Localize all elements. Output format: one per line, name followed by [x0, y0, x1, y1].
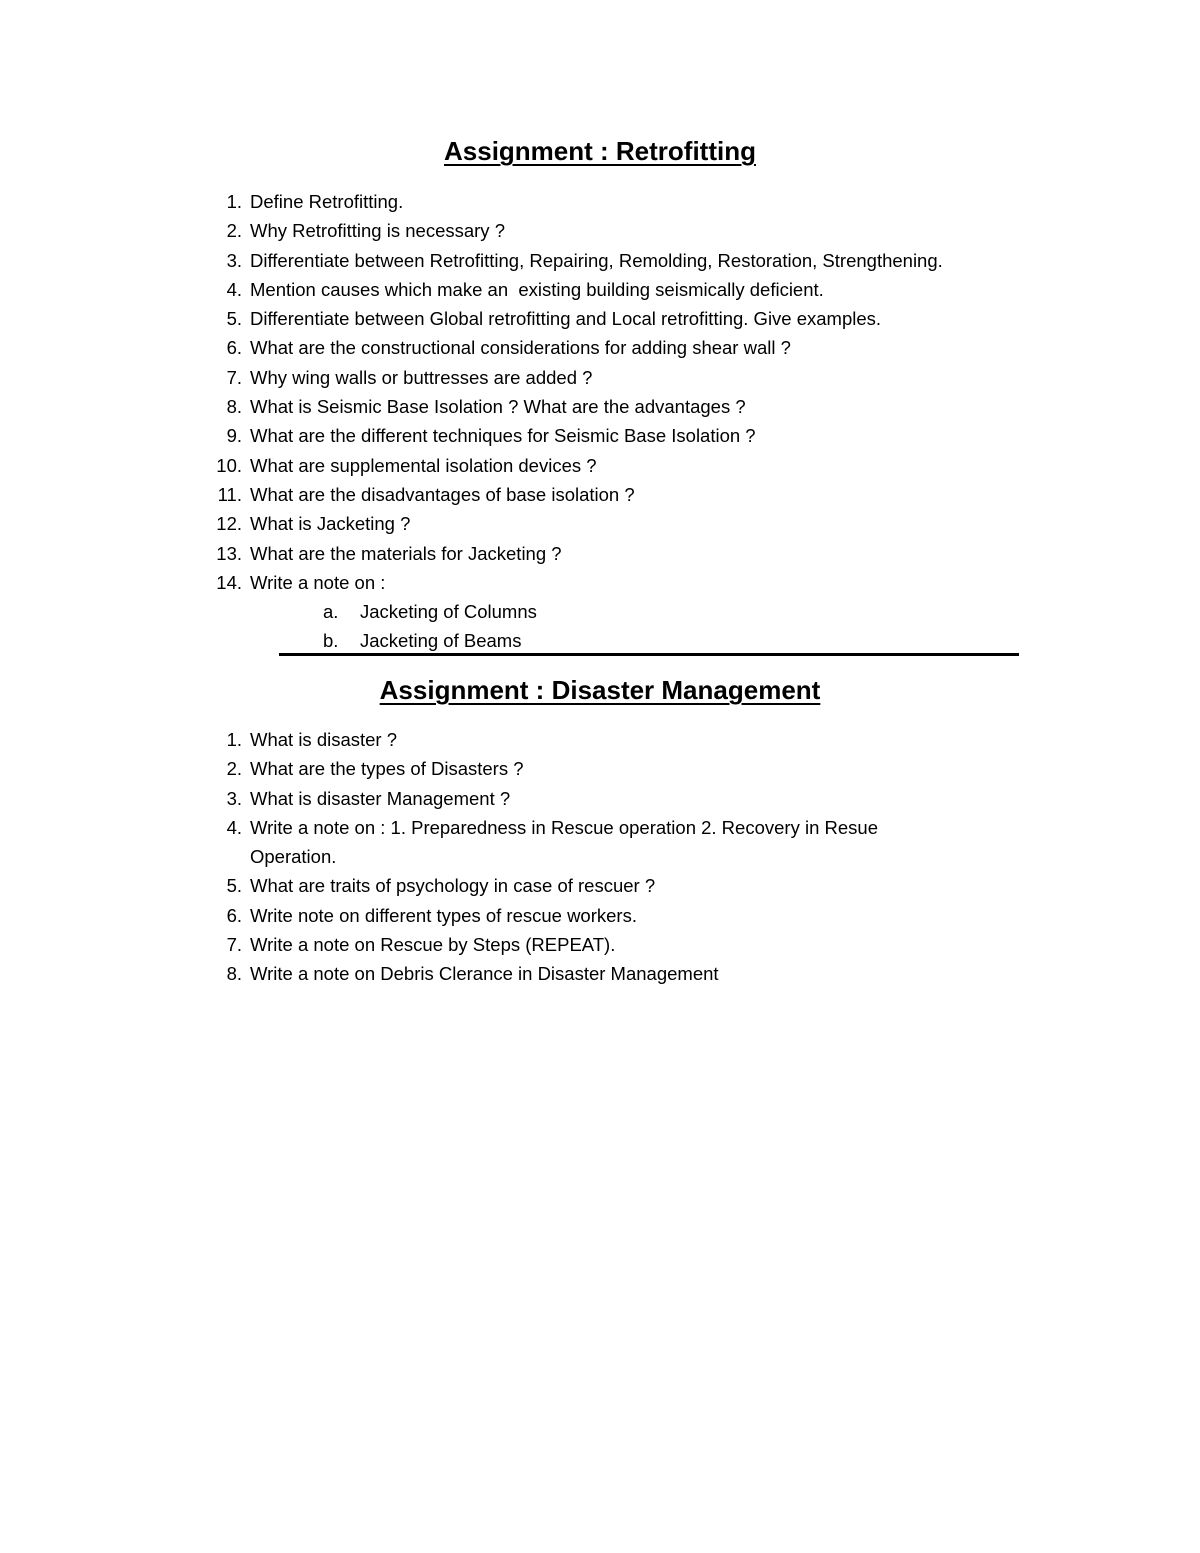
item-number: 4.: [226, 816, 242, 838]
item-number: 13.: [216, 542, 242, 564]
list-item: [205, 275, 943, 304]
section-title-disaster-management: Assignment : Disaster Management: [379, 675, 821, 705]
item-number: 6.: [226, 337, 242, 359]
list-item: [205, 480, 943, 509]
section-title-retrofitting: Assignment : Retrofitting: [444, 136, 756, 166]
list-item: [205, 539, 943, 568]
retrofitting-question-list: [205, 187, 943, 656]
item-text: What are traits of psychology in case of rescuer ?: [250, 875, 656, 897]
list-item: [205, 871, 950, 900]
list-item: [205, 959, 950, 988]
item-number: 8.: [226, 396, 242, 418]
item-text: Write a note on : 1. Preparedness in Rescue operation 2. Recovery in Resue Operation.: [250, 816, 878, 868]
item-number: 8.: [226, 963, 242, 985]
item-number: 1.: [226, 191, 242, 212]
item-text: What are the different techniques for Seismic Base Isolation ?: [250, 425, 756, 447]
item-number: 3.: [226, 249, 242, 271]
item-number: 5.: [226, 308, 242, 330]
item-number: 12.: [216, 513, 242, 535]
item-number: 4.: [226, 278, 242, 300]
item-number: 5.: [226, 875, 242, 897]
item-text: What are supplemental isolation devices ?: [250, 454, 597, 476]
item-number: 10.: [216, 454, 242, 476]
list-item: [205, 187, 943, 216]
item-text: Mention causes which make an existing building seismically deficient.: [250, 278, 824, 300]
list-item: [205, 451, 943, 480]
item-number: 3.: [226, 787, 242, 809]
list-item: [205, 901, 950, 930]
list-item: [205, 304, 943, 333]
sub-item-text: Jacketing of Beams: [360, 630, 522, 652]
item-number: 2.: [226, 220, 242, 242]
sub-list: [250, 597, 943, 656]
list-item: [205, 568, 943, 656]
item-text: Why Retrofitting is necessary ?: [250, 220, 505, 242]
list-item: [205, 421, 943, 450]
sub-item-letter: b.: [323, 630, 339, 652]
list-item: [205, 246, 943, 275]
item-text: What are the disadvantages of base isolation ?: [250, 483, 635, 505]
list-item: [205, 392, 943, 421]
list-item: [205, 333, 943, 362]
list-item: [205, 930, 950, 959]
item-number: 11.: [217, 483, 242, 505]
section-divider: [279, 653, 1019, 656]
item-text: Write note on different types of rescue workers.: [250, 904, 637, 926]
item-text: What is Jacketing ?: [250, 513, 411, 535]
item-text: Differentiate between Global retrofitting and Local retrofitting. Give examples.: [250, 308, 882, 330]
item-text: What are the types of Disasters ?: [250, 758, 524, 780]
item-text: What is disaster ?: [250, 729, 398, 750]
disaster-management-question-list: [205, 725, 950, 989]
item-text: Write a note on :: [250, 571, 386, 593]
list-item: [205, 784, 950, 813]
list-item: [205, 725, 950, 754]
sub-item-letter: a.: [323, 601, 339, 623]
item-text: Differentiate between Retrofitting, Repairing, Remolding, Restoration, Strengthening.: [250, 249, 943, 271]
item-text: What are the materials for Jacketing ?: [250, 542, 562, 564]
item-text: What is disaster Management ?: [250, 787, 511, 809]
item-number: 14.: [216, 571, 242, 593]
item-text: Define Retrofitting.: [250, 191, 404, 212]
item-text: Write a note on Debris Clerance in Disaster Management: [250, 963, 719, 985]
item-number: 6.: [226, 904, 242, 926]
list-item: [205, 216, 943, 245]
list-item: [205, 754, 950, 783]
sub-list-item: [250, 597, 943, 626]
sub-list-item: [250, 626, 943, 655]
sub-item-text: Jacketing of Columns: [360, 601, 537, 623]
item-text: What are the constructional considerations for adding shear wall ?: [250, 337, 791, 359]
item-number: 1.: [226, 729, 242, 750]
item-text: Write a note on Rescue by Steps (REPEAT).: [250, 934, 616, 956]
item-number: 2.: [226, 758, 242, 780]
list-item: [205, 813, 950, 872]
list-item: [205, 363, 943, 392]
item-number: 9.: [226, 425, 242, 447]
item-text: Why wing walls or buttresses are added ?: [250, 366, 593, 388]
item-number: 7.: [226, 934, 242, 956]
item-number: 7.: [226, 366, 242, 388]
list-item: [205, 509, 943, 538]
item-text: What is Seismic Base Isolation ? What are the advantages ?: [250, 396, 746, 418]
